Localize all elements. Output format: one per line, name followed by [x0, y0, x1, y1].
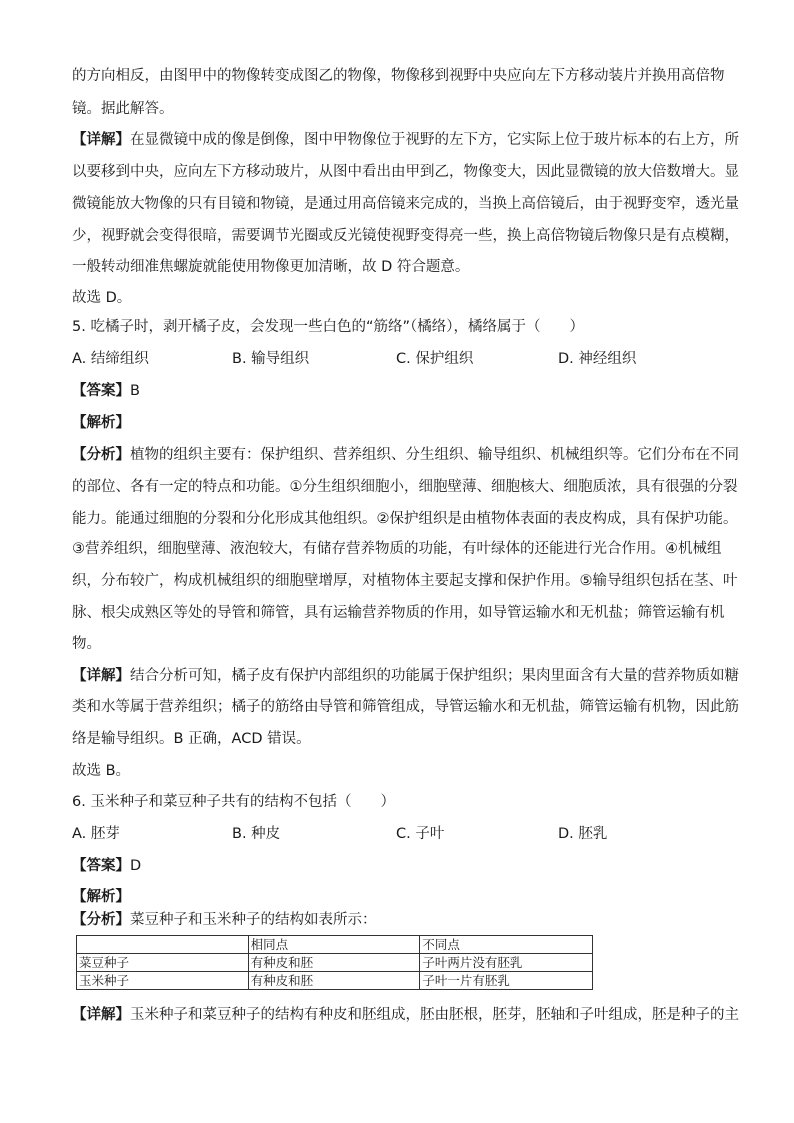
option-d: D. 神经组织 — [558, 351, 637, 367]
detail-paragraph — [72, 130, 739, 150]
table-cell: 子叶一片有胚乳 — [420, 972, 593, 990]
table-cell: 子叶两片没有胚乳 — [420, 954, 593, 972]
option-c: C. 子叶 — [396, 826, 445, 842]
text-line: 玉米种子和菜豆种子的结构有种皮和胚组成，胚由胚根，胚芽，胚轴和子叶组成，胚是种子的主 — [130, 1007, 739, 1023]
text-line: 脉、根尖成熟区等处的导管和筛管，具有运输营养物质的作用，如导管运输水和无机盐；筛管运输有机 — [72, 605, 725, 621]
detail-paragraph — [72, 1005, 739, 1025]
detail-paragraph — [72, 666, 739, 686]
analysis-paragraph — [72, 910, 722, 930]
analysis-heading — [72, 413, 722, 433]
fenxi-tag: 【分析】 — [72, 447, 130, 463]
table-cell: 相同点 — [248, 936, 420, 954]
fenxi-tag: 【分析】 — [72, 912, 130, 928]
text-line: 的方向相反，由图甲中的物像转变成图乙的物像，物像移到视野中央应向左下方移动装片并换用高倍物 — [72, 68, 725, 84]
option-a: A. 胚芽 — [72, 826, 120, 842]
analysis-tag: 【解析】 — [72, 415, 130, 431]
text-line: 在显微镜中成的像是倒像，图中甲物像位于视野的左下方，它实际上位于玻片标本的右上方，所 — [130, 132, 739, 148]
conclusion: 故选 D。 — [72, 290, 132, 306]
answer-tag: 【答案】 — [72, 383, 130, 399]
text-line: 植物的组织主要有：保护组织、营养组织、分生组织、输导组织、机械组织等。它们分布在不同 — [130, 447, 739, 463]
table-row — [77, 972, 593, 990]
detail-tag: 【详解】 — [72, 668, 130, 684]
text-line: 结合分析可知，橘子皮有保护内部组织的功能属于保护组织；果肉里面含有大量的营养物质如糖 — [130, 668, 739, 684]
analysis-heading — [72, 887, 722, 907]
question-stem: 5. 吃橘子时，剥开橘子皮，会发现一些白色的“筋络”（橘络），橘络属于（ ） — [72, 319, 584, 335]
answer-value: B — [130, 383, 140, 399]
analysis-paragraph — [72, 445, 739, 465]
answer-line — [72, 856, 722, 876]
table-row — [77, 954, 593, 972]
table-cell: 有种皮和胚 — [248, 972, 420, 990]
table-cell: 菜豆种子 — [77, 954, 249, 972]
table-cell: 玉米种子 — [77, 972, 249, 990]
table-cell: 不同点 — [420, 936, 593, 954]
analysis-tag: 【解析】 — [72, 889, 130, 905]
question-stem: 6. 玉米种子和菜豆种子共有的结构不包括（ ） — [72, 794, 395, 810]
option-d: D. 胚乳 — [558, 826, 608, 842]
detail-tag: 【详解】 — [72, 132, 130, 148]
text-line: 能力。能通过细胞的分裂和分化形成其他组织。②保护组织是由植物体表面的表皮构成，具有保护功能。 — [72, 511, 738, 527]
text-line: 一般转动细准焦螺旋就能使用物像更加清晰，故 D 符合题意。 — [72, 259, 470, 275]
text-line: ③营养组织，细胞壁薄、液泡较大，有储存营养物质的功能，有叶绿体的还能进行光合作用。④机械组 — [72, 541, 722, 557]
answer-tag: 【答案】 — [72, 858, 130, 874]
text-line: 镜。据此解答。 — [72, 101, 174, 117]
option-b: B. 种皮 — [232, 826, 281, 842]
detail-tag: 【详解】 — [72, 1007, 130, 1023]
text-line: 类和水等属于营养组织；橘子的筋络由导管和筛管组成，导管运输水和无机盐，筛管运输有机物，因此筋 — [72, 699, 739, 715]
seed-comparison-table — [76, 935, 593, 990]
text-line: 微镜能放大物像的只有目镜和物镜，是通过用高倍镜来完成的，当换上高倍镜后，由于视野变窄，透光量 — [72, 196, 739, 212]
text-line: 少，视野就会变得很暗，需要调节光圈或反光镜使视野变得亮一些，换上高倍物镜后物像只是有点模糊， — [72, 228, 739, 244]
text-line: 物。 — [72, 636, 101, 652]
option-c: C. 保护组织 — [396, 351, 474, 367]
text-line: 织，分布较广，构成机械组织的细胞壁增厚，对植物体主要起支撑和保护作用。⑤输导组织包括在茎、叶 — [72, 573, 738, 589]
answer-value: D — [130, 858, 142, 874]
text-line: 的部位、各有一定的特点和功能。①分生组织细胞小，细胞壁薄、细胞核大、细胞质浓，具有很强的分裂 — [72, 479, 738, 495]
text-line: 以要移到中央，应向左下方移动玻片，从图中看出由甲到乙，物像变大，因此显微镜的放大倍数增大。显 — [72, 164, 739, 180]
option-b: B. 输导组织 — [232, 351, 310, 367]
text-line: 菜豆种子和玉米种子的结构如表所示： — [130, 912, 377, 928]
text-line: 络是输导组织。B 正确，ACD 错误。 — [72, 731, 311, 747]
option-a: A. 结缔组织 — [72, 351, 149, 367]
table-header-row — [77, 936, 593, 954]
table-cell — [77, 936, 249, 954]
table-cell: 有种皮和胚 — [248, 954, 420, 972]
answer-line — [72, 381, 722, 401]
conclusion: 故选 B。 — [72, 763, 131, 779]
